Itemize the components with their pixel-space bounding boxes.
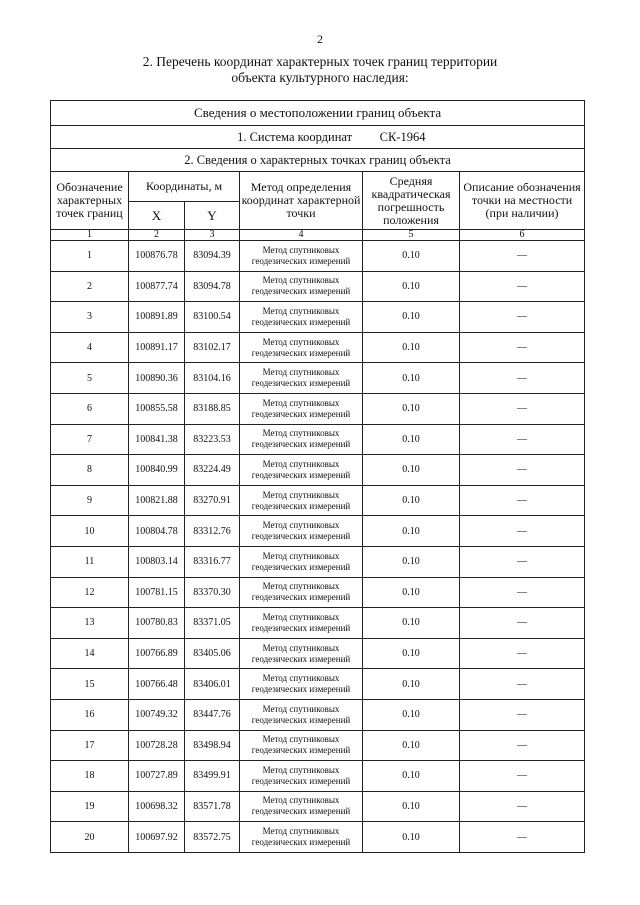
column-number: 1 [51, 230, 129, 241]
coord-y-cell: 83571.78 [185, 791, 240, 822]
list-heading [100, 54, 540, 86]
table-row [51, 669, 585, 700]
description-cell: — [460, 271, 585, 302]
accuracy-cell: 0.10 [363, 455, 460, 486]
heading-line-2: объекта культурного наследия: [231, 70, 409, 85]
coord-y-cell: 83224.49 [185, 455, 240, 486]
coord-y-cell: 83094.78 [185, 271, 240, 302]
column-number: 5 [363, 230, 460, 241]
point-number-cell: 19 [51, 791, 129, 822]
accuracy-cell: 0.10 [363, 485, 460, 516]
coord-x-cell: 100891.17 [129, 332, 185, 363]
description-cell: — [460, 424, 585, 455]
point-number-cell: 18 [51, 761, 129, 792]
coord-x-cell: 100821.88 [129, 485, 185, 516]
method-cell: Метод спутниковых геодезических измерений [240, 699, 363, 730]
method-cell: Метод спутниковых геодезических измерений [240, 271, 363, 302]
table-row [51, 516, 585, 547]
point-number-cell: 14 [51, 638, 129, 669]
coord-y-cell: 83405.06 [185, 638, 240, 669]
column-number: 4 [240, 230, 363, 241]
table-row [51, 363, 585, 394]
coord-y-cell: 83572.75 [185, 822, 240, 853]
method-cell: Метод спутниковых геодезических измерений [240, 516, 363, 547]
header-accuracy: Средняя квадратическая погрешность положения [363, 172, 460, 230]
method-cell: Метод спутниковых геодезических измерений [240, 363, 363, 394]
table-row [51, 577, 585, 608]
coord-x-cell: 100728.28 [129, 730, 185, 761]
description-cell: — [460, 546, 585, 577]
point-number-cell: 5 [51, 363, 129, 394]
method-cell: Метод спутниковых геодезических измерений [240, 730, 363, 761]
table-row [51, 546, 585, 577]
point-number-cell: 8 [51, 455, 129, 486]
description-cell: — [460, 730, 585, 761]
table-row [51, 608, 585, 639]
point-number-cell: 20 [51, 822, 129, 853]
point-number-cell: 6 [51, 393, 129, 424]
coord-x-cell: 100780.83 [129, 608, 185, 639]
point-number-cell: 13 [51, 608, 129, 639]
method-cell: Метод спутниковых геодезических измерений [240, 302, 363, 333]
method-cell: Метод спутниковых геодезических измерений [240, 485, 363, 516]
coord-y-cell: 83498.94 [185, 730, 240, 761]
coord-y-cell: 83094.39 [185, 241, 240, 272]
point-number-cell: 17 [51, 730, 129, 761]
accuracy-cell: 0.10 [363, 363, 460, 394]
point-number-cell: 16 [51, 699, 129, 730]
table-row [51, 699, 585, 730]
method-cell: Метод спутниковых геодезических измерений [240, 761, 363, 792]
description-cell: — [460, 608, 585, 639]
accuracy-cell: 0.10 [363, 577, 460, 608]
accuracy-cell: 0.10 [363, 241, 460, 272]
accuracy-cell: 0.10 [363, 302, 460, 333]
points-title: 2. Сведения о характерных точках границ объекта [51, 149, 585, 172]
header-description: Описание обозначения точки на местности (при наличии) [460, 172, 585, 230]
accuracy-cell: 0.10 [363, 699, 460, 730]
table-row [51, 730, 585, 761]
table-row [51, 485, 585, 516]
description-cell: — [460, 241, 585, 272]
method-cell: Метод спутниковых геодезических измерений [240, 241, 363, 272]
coord-system-value: СК-1964 [379, 129, 426, 144]
coord-x-cell: 100727.89 [129, 761, 185, 792]
coord-x-cell: 100891.89 [129, 302, 185, 333]
coord-y-cell: 83312.76 [185, 516, 240, 547]
table-row [51, 791, 585, 822]
accuracy-cell: 0.10 [363, 546, 460, 577]
coord-x-cell: 100876.78 [129, 241, 185, 272]
coord-y-cell: 83223.53 [185, 424, 240, 455]
accuracy-cell: 0.10 [363, 761, 460, 792]
table-row [51, 424, 585, 455]
description-cell: — [460, 699, 585, 730]
accuracy-cell: 0.10 [363, 393, 460, 424]
accuracy-cell: 0.10 [363, 638, 460, 669]
accuracy-cell: 0.10 [363, 730, 460, 761]
table-row [51, 822, 585, 853]
coord-y-cell: 83316.77 [185, 546, 240, 577]
header-method: Метод определения координат характерной точки [240, 172, 363, 230]
column-number: 6 [460, 230, 585, 241]
coord-y-cell: 83270.91 [185, 485, 240, 516]
coord-y-cell: 83499.91 [185, 761, 240, 792]
table-row [51, 393, 585, 424]
coord-x-cell: 100803.14 [129, 546, 185, 577]
coord-x-cell: 100698.32 [129, 791, 185, 822]
accuracy-cell: 0.10 [363, 791, 460, 822]
description-cell: — [460, 455, 585, 486]
table-row [51, 271, 585, 302]
header-coordinates: Координаты, м [129, 172, 240, 202]
coordinates-table [50, 100, 585, 853]
coord-x-cell: 100804.78 [129, 516, 185, 547]
coord-y-cell: 83447.76 [185, 699, 240, 730]
description-cell: — [460, 302, 585, 333]
method-cell: Метод спутниковых геодезических измерений [240, 455, 363, 486]
table-row [51, 302, 585, 333]
method-cell: Метод спутниковых геодезических измерений [240, 608, 363, 639]
accuracy-cell: 0.10 [363, 332, 460, 363]
point-number-cell: 3 [51, 302, 129, 333]
coord-x-cell: 100749.32 [129, 699, 185, 730]
table-row [51, 638, 585, 669]
coord-x-cell: 100697.92 [129, 822, 185, 853]
description-cell: — [460, 669, 585, 700]
accuracy-cell: 0.10 [363, 424, 460, 455]
accuracy-cell: 0.10 [363, 669, 460, 700]
coord-x-cell: 100766.89 [129, 638, 185, 669]
point-number-cell: 1 [51, 241, 129, 272]
table-row [51, 455, 585, 486]
coord-y-cell: 83102.17 [185, 332, 240, 363]
point-number-cell: 12 [51, 577, 129, 608]
accuracy-cell: 0.10 [363, 271, 460, 302]
coord-x-cell: 100781.15 [129, 577, 185, 608]
description-cell: — [460, 822, 585, 853]
point-number-cell: 9 [51, 485, 129, 516]
coord-x-cell: 100890.36 [129, 363, 185, 394]
description-cell: — [460, 638, 585, 669]
coord-x-cell: 100841.38 [129, 424, 185, 455]
section-title: Сведения о местоположении границ объекта [51, 101, 585, 126]
point-number-cell: 4 [51, 332, 129, 363]
column-number-row [51, 230, 585, 241]
table-row [51, 761, 585, 792]
accuracy-cell: 0.10 [363, 822, 460, 853]
method-cell: Метод спутниковых геодезических измерений [240, 424, 363, 455]
coord-system-label: 1. Система координат [237, 129, 353, 144]
coord-x-cell: 100840.99 [129, 455, 185, 486]
point-number-cell: 2 [51, 271, 129, 302]
column-number: 3 [185, 230, 240, 241]
coord-y-cell: 83104.16 [185, 363, 240, 394]
method-cell: Метод спутниковых геодезических измерений [240, 638, 363, 669]
column-number: 2 [129, 230, 185, 241]
description-cell: — [460, 516, 585, 547]
method-cell: Метод спутниковых геодезических измерений [240, 791, 363, 822]
method-cell: Метод спутниковых геодезических измерений [240, 332, 363, 363]
description-cell: — [460, 393, 585, 424]
coord-x-cell: 100877.74 [129, 271, 185, 302]
method-cell: Метод спутниковых геодезических измерений [240, 669, 363, 700]
header-y: Y [185, 202, 240, 230]
accuracy-cell: 0.10 [363, 516, 460, 547]
point-number-cell: 7 [51, 424, 129, 455]
coord-system-row [51, 126, 585, 149]
method-cell: Метод спутниковых геодезических измерений [240, 822, 363, 853]
table-row [51, 332, 585, 363]
point-number-cell: 11 [51, 546, 129, 577]
coord-y-cell: 83371.05 [185, 608, 240, 639]
page-number: 2 [317, 32, 323, 46]
point-number-cell: 15 [51, 669, 129, 700]
coord-y-cell: 83406.01 [185, 669, 240, 700]
description-cell: — [460, 791, 585, 822]
point-number-cell: 10 [51, 516, 129, 547]
description-cell: — [460, 485, 585, 516]
method-cell: Метод спутниковых геодезических измерений [240, 577, 363, 608]
description-cell: — [460, 761, 585, 792]
coord-y-cell: 83370.30 [185, 577, 240, 608]
coord-y-cell: 83100.54 [185, 302, 240, 333]
description-cell: — [460, 332, 585, 363]
heading-line-1: 2. Перечень координат характерных точек границ территории [142, 54, 498, 69]
header-designation: Обозначение характерных точек границ [51, 172, 129, 230]
method-cell: Метод спутниковых геодезических измерений [240, 393, 363, 424]
accuracy-cell: 0.10 [363, 608, 460, 639]
coord-y-cell: 83188.85 [185, 393, 240, 424]
method-cell: Метод спутниковых геодезических измерений [240, 546, 363, 577]
header-x: X [129, 202, 185, 230]
description-cell: — [460, 363, 585, 394]
coord-x-cell: 100855.58 [129, 393, 185, 424]
table-row [51, 241, 585, 272]
coord-x-cell: 100766.48 [129, 669, 185, 700]
description-cell: — [460, 577, 585, 608]
